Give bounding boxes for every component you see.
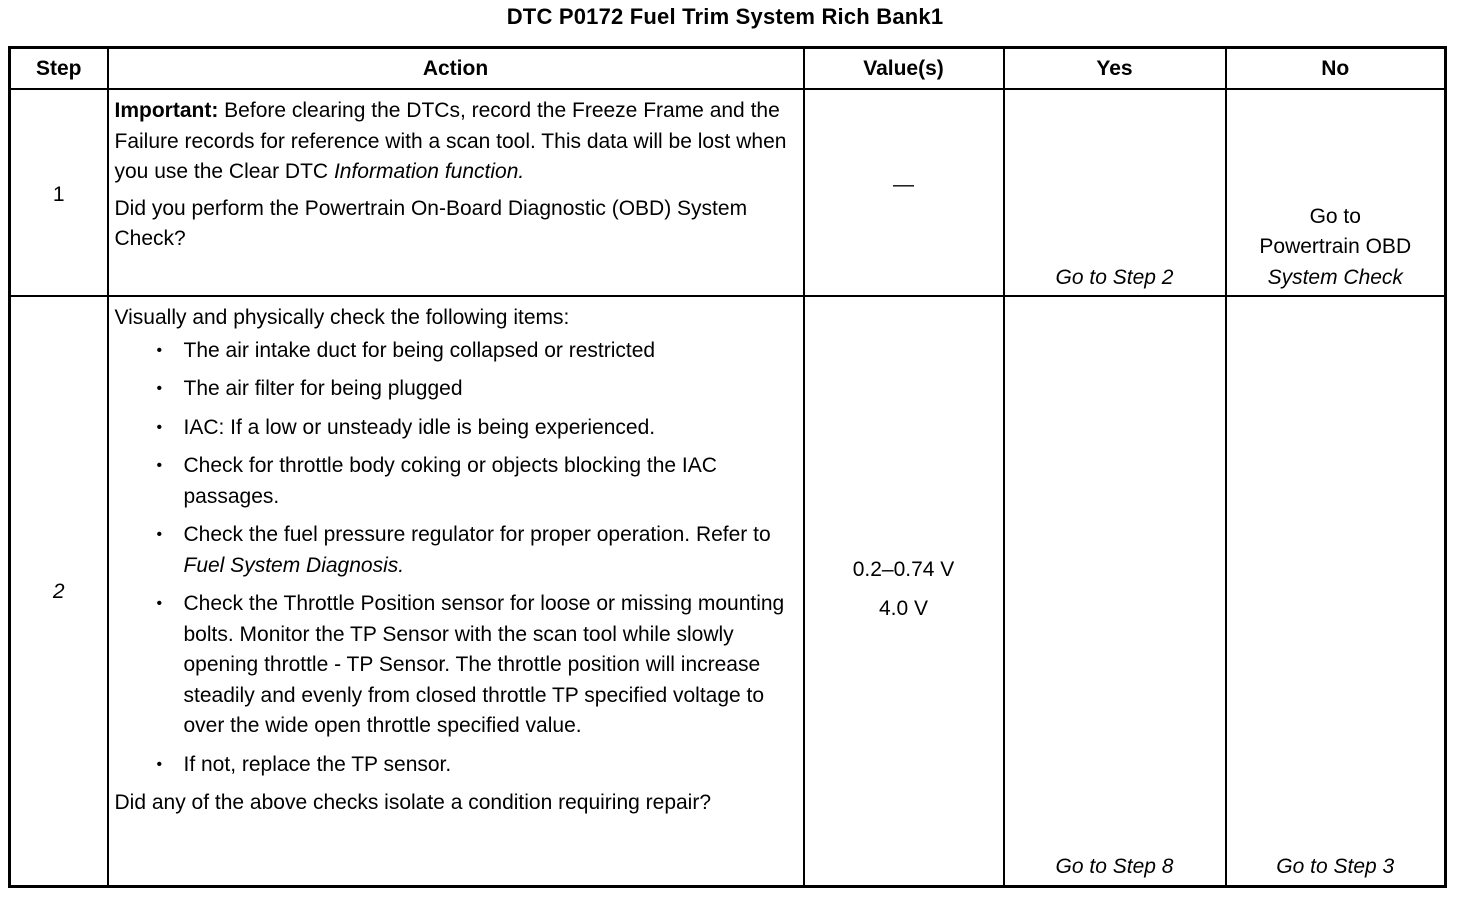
step-number [10, 89, 108, 296]
important-label: Important: [114, 99, 219, 122]
diagnostic-table [8, 46, 1447, 888]
step-1-value-text: — [893, 173, 914, 196]
header-action: Action [108, 48, 804, 90]
step-1-no[interactable] [1226, 89, 1446, 296]
important-text-italic: Information function. [333, 160, 525, 183]
step-2-action [108, 296, 804, 886]
check-item-replace-tp: • If not, replace the TP sensor. [115, 750, 799, 781]
header-row [10, 48, 1446, 90]
table-row-step-1 [10, 89, 1446, 296]
check-item-iac: • IAC: If a low or unsteady idle is being experienced. [115, 413, 799, 444]
check-item-air-filter: • The air filter for being plugged [115, 374, 799, 405]
step-1-no-line1: Go to [1309, 204, 1361, 228]
step-number [10, 296, 108, 886]
fuel-regulator-text: Check the fuel pressure regulator for proper operation. Refer to [183, 523, 771, 546]
step-2-yes[interactable] [1004, 296, 1226, 886]
step-2-value [804, 296, 1004, 886]
step-1-action [108, 89, 804, 296]
table-row-step-2 [10, 296, 1446, 886]
header-yes: Yes [1004, 48, 1226, 90]
fuel-system-diagnosis-link[interactable]: Fuel System Diagnosis. [183, 553, 405, 577]
step-1-number: 1 [52, 183, 65, 206]
step-2-number: 2 [52, 580, 65, 603]
step-1-no-line3[interactable]: System Check [1267, 265, 1403, 289]
check-item-air-intake: • The air intake duct for being collapsed or restricted [115, 336, 799, 367]
step-2-yes-link[interactable]: Go to Step 8 [1055, 855, 1174, 878]
step-1-no-line2: Powertrain OBD [1259, 235, 1412, 258]
page-title: DTC P0172 Fuel Trim System Rich Bank1 [506, 4, 944, 29]
step-2-no[interactable] [1226, 296, 1446, 886]
important-text: Before clearing the DTCs, record the Freeze Frame and the Failure records for reference with a scan tool. This data will be lost when you use the Clear DTC [114, 99, 787, 183]
check-item-tp-sensor: • Check the Throttle Position sensor for loose or missing mounting bolts. Monitor the TP Sensor with the scan tool while slowly opening throttle - TP Sensor. The throttle position will increase steadily and evenly from closed throttle TP specified voltage to over the wide open throttle specified value. [115, 589, 799, 742]
step-1-yes-link[interactable]: Go to Step 2 [1055, 265, 1174, 289]
step-2-value-2: 4.0 V [878, 596, 929, 620]
check-item-fuel-regulator [115, 520, 799, 581]
header-step: Step [10, 48, 108, 90]
step-2-value-1: 0.2–0.74 V [852, 558, 955, 581]
header-values: Value(s) [804, 48, 1004, 90]
step-2-no-link[interactable]: Go to Step 3 [1276, 855, 1395, 878]
check-item-throttle-body: • Check for throttle body coking or objects blocking the IAC passages. [115, 451, 799, 512]
step-2-question: Did any of the above checks isolate a condition requiring repair? [114, 791, 712, 814]
step-2-intro: Visually and physically check the following items: [114, 306, 570, 329]
check-list [115, 336, 799, 781]
step-1-question: Did you perform the Powertrain On-Board Diagnostic (OBD) System Check? [114, 196, 748, 250]
header-no: No [1226, 48, 1446, 90]
step-1-value [804, 89, 1004, 296]
step-1-yes[interactable] [1004, 89, 1226, 296]
important-note [115, 96, 799, 188]
